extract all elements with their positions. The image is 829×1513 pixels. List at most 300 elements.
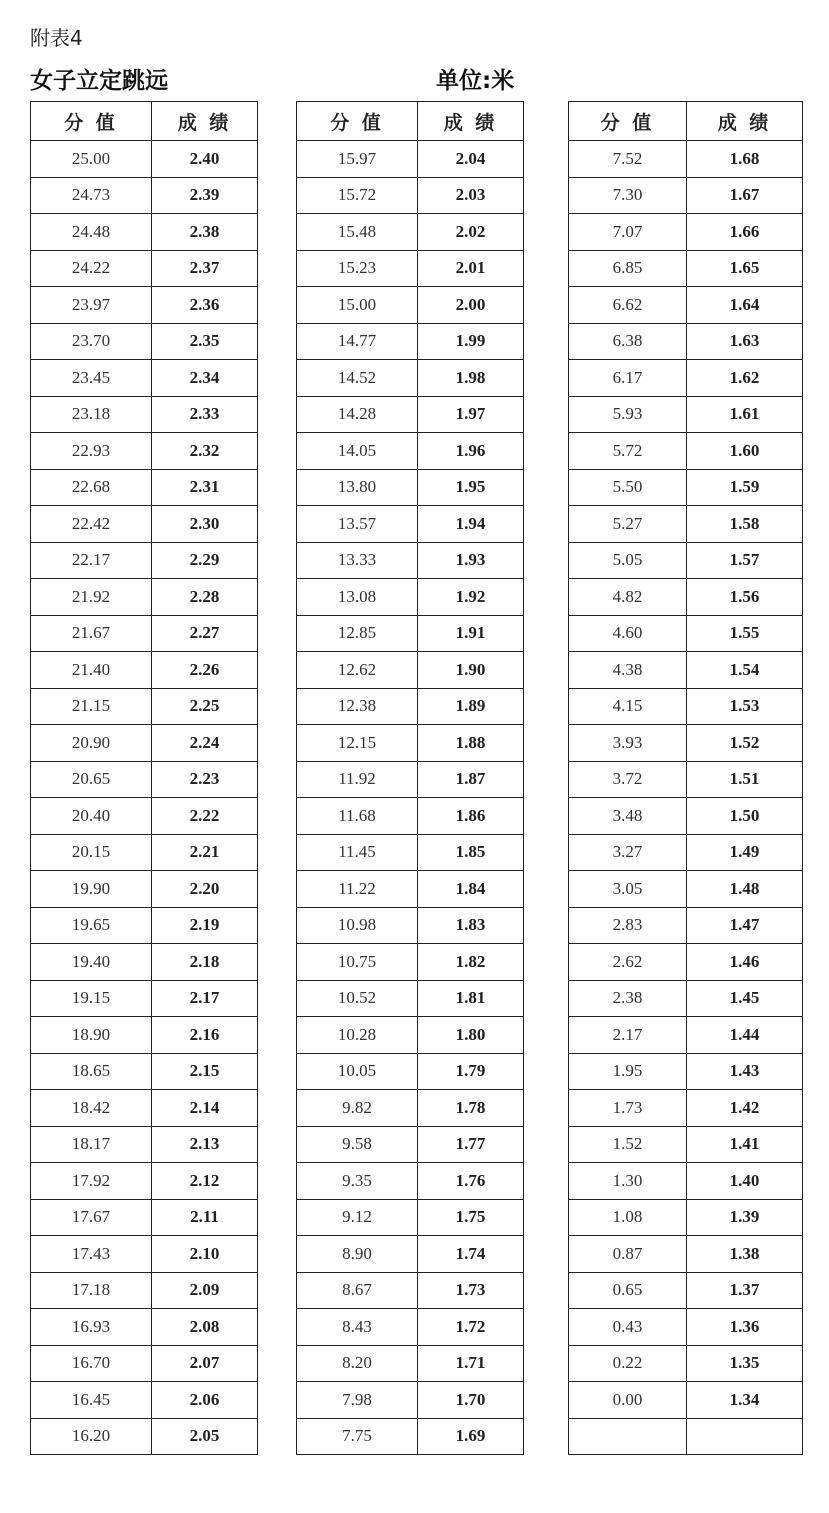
score-cell: 7.52 <box>569 141 687 178</box>
table-row <box>31 141 258 178</box>
score-cell: 22.17 <box>31 542 152 579</box>
result-cell: 2.03 <box>418 177 524 214</box>
result-cell: 1.40 <box>687 1163 803 1200</box>
score-cell: 3.93 <box>569 725 687 762</box>
table-row <box>31 1418 258 1455</box>
score-cell: 5.27 <box>569 506 687 543</box>
result-cell: 2.18 <box>152 944 258 981</box>
score-cell: 6.38 <box>569 323 687 360</box>
score-cell: 1.73 <box>569 1090 687 1127</box>
table-row <box>297 177 524 214</box>
result-cell: 2.37 <box>152 250 258 287</box>
result-cell: 2.23 <box>152 761 258 798</box>
score-cell: 12.38 <box>297 688 418 725</box>
result-cell: 1.94 <box>418 506 524 543</box>
result-cell: 1.90 <box>418 652 524 689</box>
score-cell: 1.08 <box>569 1199 687 1236</box>
table-row <box>569 141 803 178</box>
table-row <box>31 944 258 981</box>
table-row <box>31 396 258 433</box>
score-cell: 23.18 <box>31 396 152 433</box>
table-row <box>31 287 258 324</box>
table-row <box>569 1382 803 1419</box>
score-cell: 0.22 <box>569 1345 687 1382</box>
score-cell: 4.15 <box>569 688 687 725</box>
table-row <box>297 907 524 944</box>
result-cell: 1.63 <box>687 323 803 360</box>
result-cell: 2.02 <box>418 214 524 251</box>
result-cell: 1.66 <box>687 214 803 251</box>
score-cell: 10.28 <box>297 1017 418 1054</box>
score-cell: 20.15 <box>31 834 152 871</box>
score-cell: 9.35 <box>297 1163 418 1200</box>
result-header: 成 绩 <box>152 102 258 141</box>
table-row <box>297 579 524 616</box>
score-cell: 21.67 <box>31 615 152 652</box>
table-row <box>31 980 258 1017</box>
score-cell: 22.93 <box>31 433 152 470</box>
table-row <box>569 323 803 360</box>
score-cell: 8.67 <box>297 1272 418 1309</box>
result-cell: 1.42 <box>687 1090 803 1127</box>
score-header: 分 值 <box>297 102 418 141</box>
result-cell: 1.44 <box>687 1017 803 1054</box>
result-cell: 1.86 <box>418 798 524 835</box>
result-cell: 1.76 <box>418 1163 524 1200</box>
result-cell: 1.75 <box>418 1199 524 1236</box>
table-row <box>297 652 524 689</box>
score-cell: 15.23 <box>297 250 418 287</box>
table-row <box>31 1126 258 1163</box>
table-row <box>569 834 803 871</box>
result-cell: 1.98 <box>418 360 524 397</box>
table-row <box>31 1017 258 1054</box>
table-row <box>297 615 524 652</box>
result-cell: 2.39 <box>152 177 258 214</box>
table-row <box>31 1236 258 1273</box>
table-row <box>569 725 803 762</box>
table-row <box>569 798 803 835</box>
result-cell: 1.41 <box>687 1126 803 1163</box>
score-cell: 4.82 <box>569 579 687 616</box>
result-cell: 1.91 <box>418 615 524 652</box>
result-cell: 1.61 <box>687 396 803 433</box>
score-cell: 6.17 <box>569 360 687 397</box>
table-row <box>297 1163 524 1200</box>
result-cell: 2.10 <box>152 1236 258 1273</box>
table-row <box>569 579 803 616</box>
result-cell: 2.31 <box>152 469 258 506</box>
score-cell: 7.30 <box>569 177 687 214</box>
table-row <box>569 944 803 981</box>
result-cell: 2.22 <box>152 798 258 835</box>
score-cell: 7.07 <box>569 214 687 251</box>
result-cell: 1.92 <box>418 579 524 616</box>
result-cell: 2.25 <box>152 688 258 725</box>
result-cell: 1.34 <box>687 1382 803 1419</box>
result-cell: 1.97 <box>418 396 524 433</box>
result-cell: 2.34 <box>152 360 258 397</box>
result-cell: 1.54 <box>687 652 803 689</box>
score-cell: 12.15 <box>297 725 418 762</box>
score-cell: 19.65 <box>31 907 152 944</box>
table-row <box>297 980 524 1017</box>
result-cell: 1.60 <box>687 433 803 470</box>
result-cell: 2.32 <box>152 433 258 470</box>
result-cell: 1.95 <box>418 469 524 506</box>
table-row <box>297 542 524 579</box>
result-cell: 2.33 <box>152 396 258 433</box>
score-cell: 2.83 <box>569 907 687 944</box>
table-row <box>297 287 524 324</box>
table-row <box>297 1236 524 1273</box>
table-row <box>31 798 258 835</box>
table-row <box>569 1345 803 1382</box>
score-cell: 13.08 <box>297 579 418 616</box>
result-cell: 2.01 <box>418 250 524 287</box>
score-cell: 22.42 <box>31 506 152 543</box>
result-cell: 2.12 <box>152 1163 258 1200</box>
table-row <box>297 1382 524 1419</box>
score-cell: 24.48 <box>31 214 152 251</box>
score-cell: 9.82 <box>297 1090 418 1127</box>
table-row <box>31 761 258 798</box>
table-row <box>297 506 524 543</box>
table-row <box>297 360 524 397</box>
result-header: 成 绩 <box>687 102 803 141</box>
result-cell: 2.15 <box>152 1053 258 1090</box>
score-cell: 4.60 <box>569 615 687 652</box>
table-row <box>297 761 524 798</box>
table-row <box>297 323 524 360</box>
result-header: 成 绩 <box>418 102 524 141</box>
table-row <box>31 1345 258 1382</box>
table-row <box>297 1418 524 1455</box>
table-row <box>297 469 524 506</box>
score-cell: 11.45 <box>297 834 418 871</box>
result-cell: 2.30 <box>152 506 258 543</box>
score-cell: 13.33 <box>297 542 418 579</box>
table-row <box>569 1090 803 1127</box>
score-cell: 10.05 <box>297 1053 418 1090</box>
result-cell: 2.17 <box>152 980 258 1017</box>
result-cell: 2.27 <box>152 615 258 652</box>
score-cell: 9.12 <box>297 1199 418 1236</box>
table-header-row <box>31 102 258 141</box>
score-cell: 8.43 <box>297 1309 418 1346</box>
result-cell: 1.68 <box>687 141 803 178</box>
score-cell: 11.22 <box>297 871 418 908</box>
score-cell: 7.75 <box>297 1418 418 1455</box>
table-row <box>569 1236 803 1273</box>
result-cell: 2.09 <box>152 1272 258 1309</box>
score-cell: 14.77 <box>297 323 418 360</box>
table-row <box>297 396 524 433</box>
score-cell: 17.92 <box>31 1163 152 1200</box>
score-cell: 10.75 <box>297 944 418 981</box>
result-cell: 2.13 <box>152 1126 258 1163</box>
table-row <box>31 177 258 214</box>
result-cell: 1.84 <box>418 871 524 908</box>
result-cell: 2.20 <box>152 871 258 908</box>
result-cell: 2.21 <box>152 834 258 871</box>
score-cell: 18.65 <box>31 1053 152 1090</box>
table-row <box>569 287 803 324</box>
score-cell: 16.20 <box>31 1418 152 1455</box>
table-row <box>31 323 258 360</box>
result-cell: 1.82 <box>418 944 524 981</box>
result-cell: 2.35 <box>152 323 258 360</box>
result-cell: 1.77 <box>418 1126 524 1163</box>
score-cell: 18.17 <box>31 1126 152 1163</box>
result-cell: 1.59 <box>687 469 803 506</box>
score-cell: 19.15 <box>31 980 152 1017</box>
table-row <box>31 688 258 725</box>
table-header-row <box>297 102 524 141</box>
score-cell: 16.45 <box>31 1382 152 1419</box>
score-table-block-3 <box>568 101 803 1455</box>
table-row <box>297 214 524 251</box>
table-row <box>569 469 803 506</box>
table-row <box>31 615 258 652</box>
result-cell: 1.96 <box>418 433 524 470</box>
result-cell: 1.38 <box>687 1236 803 1273</box>
score-cell: 2.17 <box>569 1017 687 1054</box>
score-table-block-2 <box>296 101 524 1455</box>
table-row <box>297 141 524 178</box>
result-cell: 1.49 <box>687 834 803 871</box>
table-row <box>31 725 258 762</box>
result-cell: 1.57 <box>687 542 803 579</box>
score-cell: 14.52 <box>297 360 418 397</box>
score-cell: 0.00 <box>569 1382 687 1419</box>
table-row <box>297 1126 524 1163</box>
table-row <box>31 250 258 287</box>
result-cell: 1.88 <box>418 725 524 762</box>
score-table-block-1 <box>30 101 258 1455</box>
table-row <box>569 871 803 908</box>
table-row <box>31 360 258 397</box>
score-cell: 5.72 <box>569 433 687 470</box>
score-cell: 18.42 <box>31 1090 152 1127</box>
score-cell: 12.85 <box>297 615 418 652</box>
result-cell: 2.40 <box>152 141 258 178</box>
score-cell: 13.80 <box>297 469 418 506</box>
table-row <box>569 980 803 1017</box>
result-cell: 2.36 <box>152 287 258 324</box>
table-row <box>31 1090 258 1127</box>
result-cell: 1.47 <box>687 907 803 944</box>
table-row <box>297 944 524 981</box>
result-cell: 1.79 <box>418 1053 524 1090</box>
result-cell: 1.80 <box>418 1017 524 1054</box>
table-title: 女子立定跳远 <box>30 68 168 94</box>
result-cell: 1.35 <box>687 1345 803 1382</box>
score-cell: 23.97 <box>31 287 152 324</box>
score-cell: 21.40 <box>31 652 152 689</box>
appendix-label: 附表4 <box>30 26 83 50</box>
table-row <box>569 542 803 579</box>
table-row <box>569 360 803 397</box>
score-cell: 5.93 <box>569 396 687 433</box>
table-row <box>31 433 258 470</box>
table-row <box>297 834 524 871</box>
table-row <box>569 1163 803 1200</box>
score-cell: 21.15 <box>31 688 152 725</box>
table-row <box>569 1017 803 1054</box>
score-cell: 24.22 <box>31 250 152 287</box>
result-cell: 1.87 <box>418 761 524 798</box>
score-cell: 24.73 <box>31 177 152 214</box>
score-cell: 16.93 <box>31 1309 152 1346</box>
result-cell: 2.04 <box>418 141 524 178</box>
result-cell: 1.70 <box>418 1382 524 1419</box>
score-cell: 8.90 <box>297 1236 418 1273</box>
score-cell: 16.70 <box>31 1345 152 1382</box>
table-row <box>31 542 258 579</box>
result-cell <box>687 1418 803 1455</box>
result-cell: 1.53 <box>687 688 803 725</box>
table-row <box>31 834 258 871</box>
score-cell: 22.68 <box>31 469 152 506</box>
result-cell: 1.48 <box>687 871 803 908</box>
result-cell: 2.07 <box>152 1345 258 1382</box>
score-cell: 12.62 <box>297 652 418 689</box>
table-row <box>31 506 258 543</box>
table-row <box>569 615 803 652</box>
result-cell: 2.00 <box>418 287 524 324</box>
score-cell: 8.20 <box>297 1345 418 1382</box>
score-cell: 23.45 <box>31 360 152 397</box>
table-row <box>569 761 803 798</box>
result-cell: 1.52 <box>687 725 803 762</box>
table-row <box>31 1382 258 1419</box>
result-cell: 1.71 <box>418 1345 524 1382</box>
result-cell: 2.29 <box>152 542 258 579</box>
score-cell: 3.72 <box>569 761 687 798</box>
result-cell: 1.93 <box>418 542 524 579</box>
table-row <box>297 250 524 287</box>
result-cell: 1.73 <box>418 1272 524 1309</box>
result-cell: 1.69 <box>418 1418 524 1455</box>
table-row <box>31 1309 258 1346</box>
result-cell: 1.39 <box>687 1199 803 1236</box>
score-cell: 3.27 <box>569 834 687 871</box>
result-cell: 1.46 <box>687 944 803 981</box>
score-cell: 3.05 <box>569 871 687 908</box>
result-cell: 1.89 <box>418 688 524 725</box>
score-cell <box>569 1418 687 1455</box>
score-cell: 17.43 <box>31 1236 152 1273</box>
table-row <box>297 1272 524 1309</box>
score-cell: 5.50 <box>569 469 687 506</box>
result-cell: 1.58 <box>687 506 803 543</box>
table-row <box>569 1199 803 1236</box>
score-cell: 20.90 <box>31 725 152 762</box>
score-cell: 2.38 <box>569 980 687 1017</box>
result-cell: 1.99 <box>418 323 524 360</box>
result-cell: 2.19 <box>152 907 258 944</box>
table-row <box>569 1272 803 1309</box>
score-cell: 19.40 <box>31 944 152 981</box>
table-row <box>569 506 803 543</box>
score-cell: 20.65 <box>31 761 152 798</box>
unit-label: 单位:米 <box>436 68 515 94</box>
score-cell: 11.92 <box>297 761 418 798</box>
result-cell: 1.81 <box>418 980 524 1017</box>
table-row <box>31 469 258 506</box>
table-row <box>31 871 258 908</box>
score-cell: 10.98 <box>297 907 418 944</box>
table-row <box>297 1090 524 1127</box>
score-cell: 25.00 <box>31 141 152 178</box>
score-cell: 19.90 <box>31 871 152 908</box>
score-cell: 15.97 <box>297 141 418 178</box>
result-cell: 2.24 <box>152 725 258 762</box>
score-header: 分 值 <box>569 102 687 141</box>
result-cell: 2.14 <box>152 1090 258 1127</box>
result-cell: 1.67 <box>687 177 803 214</box>
result-cell: 2.26 <box>152 652 258 689</box>
score-cell: 23.70 <box>31 323 152 360</box>
table-row <box>297 871 524 908</box>
score-cell: 18.90 <box>31 1017 152 1054</box>
table-row <box>31 652 258 689</box>
result-cell: 1.85 <box>418 834 524 871</box>
score-cell: 15.72 <box>297 177 418 214</box>
score-cell: 21.92 <box>31 579 152 616</box>
table-row <box>31 1163 258 1200</box>
result-cell: 1.50 <box>687 798 803 835</box>
table-row <box>31 214 258 251</box>
score-cell: 5.05 <box>569 542 687 579</box>
score-cell: 0.87 <box>569 1236 687 1273</box>
table-row <box>31 579 258 616</box>
table-row <box>569 1418 803 1455</box>
result-cell: 2.06 <box>152 1382 258 1419</box>
table-row <box>569 396 803 433</box>
result-cell: 1.37 <box>687 1272 803 1309</box>
result-cell: 1.65 <box>687 250 803 287</box>
score-cell: 0.43 <box>569 1309 687 1346</box>
score-cell: 1.95 <box>569 1053 687 1090</box>
table-row <box>569 433 803 470</box>
score-cell: 15.00 <box>297 287 418 324</box>
table-row <box>297 1017 524 1054</box>
result-cell: 1.55 <box>687 615 803 652</box>
score-cell: 14.28 <box>297 396 418 433</box>
score-cell: 6.85 <box>569 250 687 287</box>
result-cell: 2.11 <box>152 1199 258 1236</box>
score-cell: 15.48 <box>297 214 418 251</box>
score-cell: 20.40 <box>31 798 152 835</box>
result-cell: 1.62 <box>687 360 803 397</box>
result-cell: 1.83 <box>418 907 524 944</box>
score-cell: 7.98 <box>297 1382 418 1419</box>
table-row <box>31 1272 258 1309</box>
score-cell: 3.48 <box>569 798 687 835</box>
result-cell: 2.28 <box>152 579 258 616</box>
table-row <box>569 1126 803 1163</box>
table-row <box>297 725 524 762</box>
score-cell: 4.38 <box>569 652 687 689</box>
table-row <box>31 1199 258 1236</box>
result-cell: 1.45 <box>687 980 803 1017</box>
result-cell: 2.38 <box>152 214 258 251</box>
result-cell: 2.05 <box>152 1418 258 1455</box>
table-row <box>569 250 803 287</box>
score-cell: 6.62 <box>569 287 687 324</box>
